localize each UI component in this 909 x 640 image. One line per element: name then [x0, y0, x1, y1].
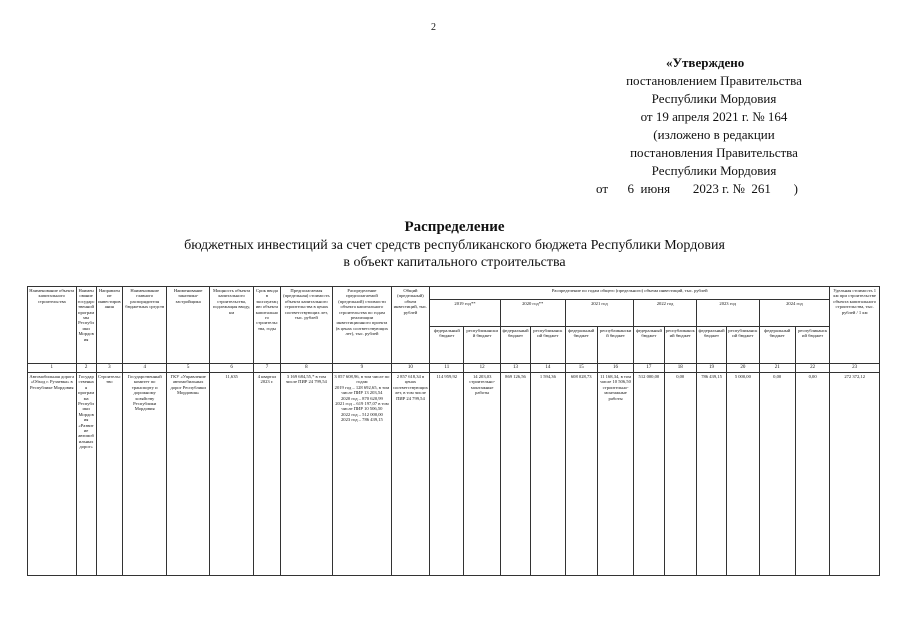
cell-direction: Строительство [96, 373, 122, 576]
budget-header: федеральный бюджет [634, 327, 664, 364]
cell-value: 512 000,00 [634, 373, 664, 576]
column-number: 13 [500, 364, 530, 373]
header-cell: Распределение предполагаемой (предельной) стоимости объекта капитального строительства по годам реализации инвестиционного проекта (в ценах соответствующих лет), тыс. рублей [333, 287, 392, 364]
cell-commission-date: 4 квартал 2023 г. [254, 373, 280, 576]
budget-header: федеральный бюджет [759, 327, 795, 364]
year-header: 2023 год [696, 300, 759, 327]
budget-header: республиканский бюджет [727, 327, 759, 364]
header-cell: Мощность объекта капитального строительства, подлежащая вводу, км [209, 287, 253, 364]
header-cell: Предполагаемая (предельная) стоимость объекта капитального строительства в ценах соответствующих лет, тыс. рублей [280, 287, 333, 364]
column-number: 2 [76, 364, 96, 373]
cell-cost-by-year: 3 057 608,96, в том числе по годам 2019 год – 128 692,65, в том числе ПИР 13 203,54 2020 год – 870 620,99 2021 год – 619 197,07 в том числе ПИР 10 506,50 2022 год – 512 000,00 2023 год – 786 439,15 [333, 373, 392, 576]
header-cell: Наименование объекта капитального строительства [28, 287, 77, 364]
column-number: 16 [597, 364, 633, 373]
cell-value: 114 959,92 [430, 373, 464, 576]
column-number: 20 [727, 364, 759, 373]
year-header: 2020 год** [500, 300, 565, 327]
page-number: 2 [431, 22, 436, 33]
cell-value: 11 168,34, в том числе 10 506,50 строительно-монтажные работы [597, 373, 633, 576]
document-heading: Распределение [404, 219, 505, 235]
column-number: 6 [209, 364, 253, 373]
column-number: 11 [430, 364, 464, 373]
column-number: 19 [696, 364, 726, 373]
cell-value: 1 594,36 [531, 373, 565, 576]
header-cell: Наименование государственной программы Республики Мордовия [76, 287, 96, 364]
column-number: 12 [464, 364, 500, 373]
column-number: 23 [830, 364, 880, 373]
cell-value: 608 028,73 [565, 373, 597, 576]
investment-table [27, 286, 880, 576]
table-row [28, 373, 880, 576]
cell-value: 786 439,15 [696, 373, 726, 576]
column-number: 22 [795, 364, 829, 373]
cell-value: 869 126,56 [500, 373, 530, 576]
column-number: 15 [565, 364, 597, 373]
budget-header: республиканский бюджет [664, 327, 696, 364]
approval-line: постановлением Правительства [626, 73, 802, 88]
column-number: 4 [122, 364, 166, 373]
budget-header: республиканский бюджет [464, 327, 500, 364]
column-number: 17 [634, 364, 664, 373]
cell-value: 14 203,03 строительно-монтажные работы [464, 373, 500, 576]
cell-value: 5 000,00 [727, 373, 759, 576]
approval-line: от 19 апреля 2021 г. № 164 [640, 109, 788, 124]
budget-header: федеральный бюджет [565, 327, 597, 364]
column-number: 1 [28, 364, 77, 373]
column-number: 18 [664, 364, 696, 373]
approval-line: Республики Мордовия [651, 91, 777, 106]
year-header: 2024 год [759, 300, 830, 327]
column-number: 7 [254, 364, 280, 373]
approval-line: (изложено в редакции [653, 127, 775, 142]
header-cell: Наименование заказчика-застройщика [167, 287, 209, 364]
budget-header: федеральный бюджет [500, 327, 530, 364]
document-subtitle: в объект капитального строительства [343, 255, 566, 270]
year-header: 2021 год [565, 300, 634, 327]
approval-date-line: от 6 июня 2023 г. № 261 ) [596, 181, 798, 196]
budget-header: федеральный бюджет [430, 327, 464, 364]
cell-total-investment: 2 857 618,34 в ценах соответствующих лет, в том числе ПИР 24 799,54 [391, 373, 429, 576]
cell-unit-cost: 272 372,12 [830, 373, 880, 576]
budget-header: республиканский бюджет [795, 327, 829, 364]
approval-line: постановления Правительства [630, 145, 798, 160]
cell-estimated-cost: 3 169 684,55,* в том числе ПИР 24 799,54 [280, 373, 333, 576]
approval-line: Республики Мордовия [651, 163, 777, 178]
cell-value: 0,00 [759, 373, 795, 576]
column-number: 14 [531, 364, 565, 373]
budget-header: республиканский бюджет [531, 327, 565, 364]
header-cell: Удельная стоимость 1 км при строительстве объекта капитального строительства, тыс. рублей / 1 км [830, 287, 880, 364]
approval-block [596, 54, 832, 198]
year-header: 2022 год [634, 300, 697, 327]
cell-value: 0,00 [664, 373, 696, 576]
approval-title: «Утверждено [666, 55, 745, 70]
cell-value: 0,00 [795, 373, 829, 576]
cell-object-name: Автомобильная дорога «Обход г. Рузаевка» в Республике Мордовия [28, 373, 77, 576]
column-number: 9 [333, 364, 392, 373]
column-number: 10 [391, 364, 429, 373]
cell-customer: ГКУ «Управление автомобильных дорог Республики Мордовия» [167, 373, 209, 576]
budget-header: федеральный бюджет [696, 327, 726, 364]
column-number: 3 [96, 364, 122, 373]
header-cell: Общий (предельный) объем инвестиций, тыс. рублей [391, 287, 429, 364]
header-cell: Направление инвестирования [96, 287, 122, 364]
cell-manager: Государственный комитет по транспорту и дорожному хозяйству Республики Мордовия [122, 373, 166, 576]
header-cell: Срок ввода в эксплуатацию объекта капитального строительства, годы [254, 287, 280, 364]
header-distribution: Распределение по годам общего (предельного) объема инвестиций, тыс. рублей [430, 287, 830, 300]
budget-header: республиканский бюджет [597, 327, 633, 364]
header-cell: Наименование главного распорядителя бюджетных средств [122, 287, 166, 364]
cell-capacity: 11,635 [209, 373, 253, 576]
column-number: 21 [759, 364, 795, 373]
year-header: 2019 год** [430, 300, 501, 327]
column-number: 5 [167, 364, 209, 373]
column-number: 8 [280, 364, 333, 373]
cell-program: Государственная программа Республики Мордовия «Развитие автомобильных дорог» [76, 373, 96, 576]
document-subtitle: бюджетных инвестиций за счет средств республиканского бюджета Республики Мордовия [184, 238, 725, 253]
document-title [0, 218, 909, 271]
